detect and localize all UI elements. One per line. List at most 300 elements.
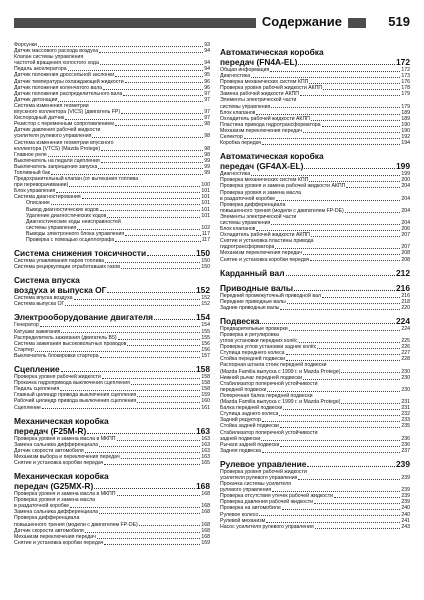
dot-leader xyxy=(101,162,203,163)
toc-entry[interactable] xyxy=(14,264,210,270)
toc-entry-page: 163 xyxy=(201,435,210,442)
section-page: 199 xyxy=(396,161,410,172)
dot-leader xyxy=(98,168,203,169)
toc-entry-title: Замена рабочей жидкости АКПП xyxy=(220,91,299,98)
section-heading[interactable] xyxy=(220,268,410,278)
section-title: Сцепление xyxy=(14,364,60,375)
toc-entry-title: Проверка уровня и замена масла в МКПП xyxy=(14,491,116,498)
toc-entry-page: 241 xyxy=(401,517,410,524)
toc-entry[interactable] xyxy=(14,405,210,411)
section-title: Рулевое управление xyxy=(220,458,307,469)
toc-entry-title: Диагностика xyxy=(220,171,251,178)
dot-leader xyxy=(137,402,200,403)
dot-leader xyxy=(147,255,195,256)
page-header xyxy=(14,10,410,36)
toc-entry-title: Генератор xyxy=(14,322,39,329)
section-heading[interactable] xyxy=(220,57,410,67)
toc-entry-page: 239 xyxy=(401,499,410,506)
page-number: 519 xyxy=(388,14,410,29)
dot-leader xyxy=(262,144,400,145)
toc-entry[interactable] xyxy=(14,301,210,307)
dot-leader xyxy=(287,303,401,304)
toc-entry-page: 168 xyxy=(201,491,210,498)
toc-entry-page: 97 xyxy=(204,96,210,103)
toc-entry[interactable] xyxy=(14,460,210,466)
dot-leader xyxy=(99,446,200,447)
dot-leader xyxy=(299,342,401,343)
toc-entry[interactable] xyxy=(220,305,410,311)
toc-entry-page: 97 xyxy=(204,115,210,122)
dot-leader xyxy=(118,339,201,340)
section-heading[interactable] xyxy=(220,459,410,469)
toc-entry-page: 230 xyxy=(401,368,410,375)
section-title-line: Автоматическая коробка xyxy=(220,151,324,162)
dot-leader xyxy=(311,120,400,121)
toc-entry-page: 99 xyxy=(204,169,210,176)
toc-entry-line: Диагностические коды неисправностей xyxy=(26,218,121,225)
dot-leader xyxy=(100,357,201,358)
dot-leader xyxy=(271,107,400,108)
dot-leader xyxy=(100,64,203,65)
toc-entry-title: Проверка уровня и замена рабочей жидкости АКПП xyxy=(220,183,346,190)
toc-entry-page: 160 xyxy=(201,398,210,405)
toc-entry-page: 94 xyxy=(204,60,210,67)
toc-entry-page: 102 xyxy=(201,224,210,231)
toc-entry-title: Стартер xyxy=(14,346,34,353)
toc-entry-page: 94 xyxy=(204,48,210,55)
toc-entry-page: 150 xyxy=(201,264,210,271)
section-heading[interactable] xyxy=(14,248,210,258)
toc-entry-page: 96 xyxy=(204,78,210,85)
toc-entry-page: 237 xyxy=(401,447,410,454)
dot-leader xyxy=(117,440,201,441)
toc-entry[interactable] xyxy=(220,140,410,146)
toc-entry-page: 101 xyxy=(201,206,210,213)
dot-leader xyxy=(262,452,400,453)
section-title: передач (G25MX-R) xyxy=(14,481,94,492)
toc-entry-page: 100 xyxy=(201,182,210,189)
toc-entry-page: 101 xyxy=(201,200,210,207)
dot-leader xyxy=(99,513,200,514)
dot-leader xyxy=(74,299,201,300)
toc-entry-page: 190 xyxy=(401,127,410,134)
dot-leader xyxy=(272,491,400,492)
toc-entry-title: Диагностика xyxy=(220,73,251,80)
dot-leader xyxy=(123,95,203,96)
section-page: 158 xyxy=(196,364,210,375)
toc-entry-title: Нижний рычаг передней подвески xyxy=(220,374,303,381)
toc-entry-title: Проверка уровня рабочей жидкости АКПП xyxy=(220,85,323,92)
dot-leader xyxy=(65,119,203,120)
toc-entry-page: 152 xyxy=(201,295,210,302)
toc-entry-title: Замена сальника дифференциала xyxy=(14,441,98,448)
toc-entry-page: 179 xyxy=(401,91,410,98)
dot-leader xyxy=(309,181,400,182)
dot-leader xyxy=(307,466,395,467)
toc-entry-title: Снятие и установка коробки передач xyxy=(220,256,310,263)
toc-entry-page: 117 xyxy=(201,230,210,237)
toc-entry-page: 216 xyxy=(401,292,410,299)
dot-leader xyxy=(303,132,401,133)
toc-entry-title: Рычаги задней подвески xyxy=(220,441,280,448)
toc-entry-page: 239 xyxy=(401,487,410,494)
toc-entry-page: 152 xyxy=(201,301,210,308)
section-title-line: Автоматическая коробка xyxy=(220,47,324,57)
toc-entry-page: 150 xyxy=(201,258,210,265)
toc-entry-title: Система впуска воздуха xyxy=(14,295,73,302)
toc-entry-page: 98 xyxy=(204,151,210,158)
dot-leader xyxy=(56,192,200,193)
toc-entry-title: Общая информация xyxy=(220,67,270,73)
toc-right-column xyxy=(220,42,410,530)
dot-leader xyxy=(256,114,400,115)
toc-entry-title: Датчик детонации xyxy=(14,96,58,103)
section-heading[interactable] xyxy=(220,161,410,171)
dot-leader xyxy=(298,64,395,65)
toc-entry-page: 165 xyxy=(201,459,210,466)
dot-leader xyxy=(275,248,400,249)
toc-entry-title: Задние приводные валы xyxy=(220,304,280,311)
dot-leader xyxy=(38,46,203,47)
toc-entry-page: 101 xyxy=(201,188,210,195)
toc-entry-title: Проверка с помощью осциллографа xyxy=(26,237,115,243)
section-heading[interactable] xyxy=(14,481,210,491)
dot-leader xyxy=(127,345,200,346)
toc-entry-line: Снятие и установка пластины привода xyxy=(220,238,314,245)
dot-leader xyxy=(115,125,203,126)
dot-leader xyxy=(40,326,201,327)
toc-entry-line: Система изменения геометрии xyxy=(14,102,89,109)
toc-entry-page: 218 xyxy=(401,298,410,305)
dot-leader xyxy=(115,241,200,242)
toc-entry-page: 98 xyxy=(204,121,210,128)
toc-entry-title: Ступица переднего колеса xyxy=(220,350,285,357)
toc-entry[interactable] xyxy=(220,257,410,263)
toc-entry-title: системы управления xyxy=(220,103,271,110)
toc-entry-title: Выключатель запрещения запуска xyxy=(14,163,98,170)
dot-leader xyxy=(85,532,201,533)
dot-leader xyxy=(341,372,400,373)
toc-entry-page: 208 xyxy=(401,256,410,263)
dot-leader xyxy=(280,427,400,428)
toc-entry-page: 93 xyxy=(204,42,210,48)
toc-entry-page: 158 xyxy=(201,374,210,381)
toc-entry-page: 96 xyxy=(204,84,210,91)
toc-entry-page: 163 xyxy=(201,441,210,448)
dot-leader xyxy=(280,309,400,310)
toc-entry-title: Снятие и установка коробки передач xyxy=(14,459,104,466)
toc-entry-title: Главный цилиндр привода выключения сцепления xyxy=(14,392,137,399)
toc-entry-title: Система рециркуляции отработавших газов xyxy=(14,264,120,271)
toc-entry-title: Педаль акселератора xyxy=(14,66,67,73)
section-page: 152 xyxy=(196,285,210,296)
section-page: 163 xyxy=(196,425,210,436)
toc-entry-page: 192 xyxy=(401,134,410,141)
dot-leader xyxy=(99,52,203,53)
dot-leader xyxy=(58,101,203,102)
dot-leader xyxy=(271,224,400,225)
toc-entry-title: Датчик температуры охлаждающей жидкости xyxy=(14,78,124,85)
dot-leader xyxy=(105,262,200,263)
section-heading[interactable] xyxy=(14,426,210,436)
section-title: передач (GF4AX-EL) xyxy=(220,161,304,172)
toc-entry-title: Механизм переключения передач xyxy=(220,127,302,134)
toc-entry-title: Механизм выбора и переключения передач xyxy=(14,453,120,460)
toc-entry-title: задней подвески xyxy=(220,435,261,442)
toc-entry-title: Датчик положения дроссельной заслонки xyxy=(14,72,115,79)
section-title: Система снижения токсичности xyxy=(14,248,147,259)
dot-leader xyxy=(69,186,200,187)
section-page: 239 xyxy=(396,458,410,469)
toc-entry-page: 97 xyxy=(204,90,210,97)
dot-leader xyxy=(261,440,400,441)
toc-entry-title: Проверка механических систем КПП xyxy=(220,177,309,184)
toc-entry-page: 235 xyxy=(401,423,410,430)
dot-leader xyxy=(103,89,203,90)
section-title: передач (F25M-R) xyxy=(14,425,87,436)
toc-entry-page: 240 xyxy=(401,505,410,512)
toc-entry-page: 230 xyxy=(401,386,410,393)
dot-leader xyxy=(61,332,200,333)
toc-entry-page: 95 xyxy=(204,72,210,79)
dot-leader xyxy=(131,384,200,385)
dot-leader xyxy=(346,187,400,188)
toc-entry-title: Кислородный датчик xyxy=(14,115,65,122)
toc-entry-title: усилителя рулевого управления xyxy=(14,133,92,140)
dot-leader xyxy=(303,379,400,380)
toc-entry-page: 163 xyxy=(201,447,210,454)
dot-leader xyxy=(85,452,201,453)
toc-entry-page: 98 xyxy=(204,145,210,152)
dot-leader xyxy=(121,458,201,459)
dot-leader xyxy=(276,200,400,201)
toc-entry-title: Пластина привода гидротрансформатора xyxy=(220,121,321,128)
toc-entry-title: Коробка передач xyxy=(220,140,262,147)
toc-entry-page: 101 xyxy=(201,194,210,201)
toc-entry-title: Ступица заднего колеса xyxy=(220,411,279,418)
toc-entry-page: 155 xyxy=(201,334,210,341)
toc-entry-title: коллектора (VTCS) (Mazda Protege) xyxy=(14,145,101,152)
toc-entry-title: Датчик скорости автомобиля xyxy=(14,527,84,534)
dot-leader xyxy=(304,168,395,169)
toc-entry-title: Охладитель рабочей жидкости АКПП xyxy=(220,232,310,239)
toc-entry-page: 156 xyxy=(201,340,210,347)
dot-leader xyxy=(341,403,400,404)
dot-leader xyxy=(289,330,401,331)
toc-entry-page: 204 xyxy=(401,219,410,226)
section-title: передач (FN4A-EL) xyxy=(220,57,298,67)
section-heading[interactable] xyxy=(220,283,410,293)
dot-leader xyxy=(70,507,200,508)
dot-leader xyxy=(117,495,201,496)
dot-leader xyxy=(260,323,395,324)
section-heading[interactable] xyxy=(14,312,210,322)
toc-entry-page: 157 xyxy=(201,352,210,359)
toc-entry-page: 233 xyxy=(401,417,410,424)
dot-leader xyxy=(322,297,400,298)
toc-entry[interactable] xyxy=(14,540,210,546)
toc-entry-title: Рулевое колесо xyxy=(220,511,259,518)
dot-leader xyxy=(286,360,400,361)
toc-entry-title: Проверка углов установки задних колёс xyxy=(220,344,317,351)
toc-entry-line: Элементы электрической части xyxy=(220,213,297,220)
toc-entry-title: Стойка задней подвески xyxy=(220,423,279,430)
dot-leader xyxy=(251,175,400,176)
toc-entry-line: Стабилизатор поперечной устойчивости xyxy=(220,380,318,387)
toc-entry-title: Блок клапанов xyxy=(220,226,256,233)
section-title: Приводные валы xyxy=(220,282,294,293)
toc-entry-title: (Mazda Familia выпуска с 1999 г. и Mazda Protege) xyxy=(220,399,341,406)
dot-leader xyxy=(282,509,401,510)
dot-leader xyxy=(121,268,200,269)
toc-entry-page: 168 xyxy=(201,527,210,534)
toc-entry-page: 189 xyxy=(401,109,410,116)
toc-entry-line: Элементы электрической части xyxy=(220,97,297,104)
toc-entry-line: Прокачка системы усилителя xyxy=(220,481,291,488)
toc-entry-title: Механизм переключения передач xyxy=(14,533,96,540)
section-page: 216 xyxy=(396,282,410,293)
dot-leader xyxy=(104,464,200,465)
toc-entry-page: 220 xyxy=(401,304,410,311)
toc-entry-title: при переворачивании) xyxy=(14,182,69,189)
dot-leader xyxy=(303,254,401,255)
section-heading[interactable] xyxy=(14,364,210,374)
toc-entry-page: 224 xyxy=(401,325,410,332)
dot-leader xyxy=(266,522,400,523)
dot-leader xyxy=(244,138,401,139)
toc-entry-title: Замена сальника дифференциала xyxy=(14,509,98,516)
dot-leader xyxy=(107,217,200,218)
toc-entry-line: Проверка уровня рабочей жидкости xyxy=(220,468,307,475)
toc-entry-line: Проверка дифференциала xyxy=(14,515,80,522)
toc-entry[interactable] xyxy=(14,353,210,359)
toc-entry-page: 172 xyxy=(401,67,410,73)
toc-entry-page: 230 xyxy=(401,374,410,381)
toc-entry-page: 200 xyxy=(401,177,410,184)
toc-entry-title: Выводы электронного блока управления xyxy=(26,230,125,237)
toc-entry-title: Балка передней подвески xyxy=(220,405,283,412)
toc-entry-page: 159 xyxy=(201,392,210,399)
toc-entry[interactable] xyxy=(220,524,410,530)
toc-entry-page: 158 xyxy=(201,380,210,387)
dot-leader xyxy=(286,275,396,276)
section-page: 172 xyxy=(396,57,410,67)
toc-entry-page: 239 xyxy=(401,493,410,500)
toc-entry-title: Форсунки xyxy=(14,42,37,48)
toc-entry-title: в раздаточной коробке xyxy=(220,195,276,202)
toc-entry-title: Снятие и установка коробки передач xyxy=(14,539,104,546)
toc-entry-page: 101 xyxy=(201,212,210,219)
toc-entry-line: Клапан системы управления xyxy=(14,54,84,61)
toc-entry-page: 168 xyxy=(201,521,210,528)
toc-entry-title: Стойка передней подвески xyxy=(220,356,285,363)
toc-entry-title: Описание xyxy=(26,200,50,207)
section-title-line: Система впуска xyxy=(14,275,80,286)
dot-leader xyxy=(315,528,401,529)
toc-entry-line: Распорная штанга стоек передней подвески xyxy=(220,362,327,369)
section-heading[interactable] xyxy=(14,285,210,295)
dot-leader xyxy=(280,446,400,447)
toc-entry-page: 161 xyxy=(201,404,210,411)
dot-leader xyxy=(323,89,400,90)
toc-entry-page: 156 xyxy=(201,346,210,353)
toc-entry-page: 178 xyxy=(401,85,410,92)
toc-entry-page: 94 xyxy=(204,66,210,73)
toc-entry-title: Резистор с переменным сопротивлением xyxy=(14,121,114,128)
page-title: Содержание xyxy=(256,12,348,32)
dot-leader xyxy=(51,174,203,175)
toc-entry-line: Стабилизатор поперечной устойчивости xyxy=(220,429,318,436)
section-page: 212 xyxy=(396,267,410,278)
toc-entry-title: повышенного трения (модели с двигателем FP-DE) xyxy=(14,521,138,528)
section-title-line: Механическая коробка xyxy=(14,471,109,482)
toc-entry-page: 231 xyxy=(401,399,410,406)
toc-entry-page: 155 xyxy=(201,328,210,335)
dot-leader xyxy=(100,210,201,211)
toc-entry-page: 99 xyxy=(204,163,210,170)
toc-entry-title: Система выпуска ОГ xyxy=(14,301,65,308)
toc-entry-title: усилителя рулевого управления xyxy=(220,474,298,481)
toc-entry-page: 208 xyxy=(401,250,410,257)
toc-entry-title: Топливный бак xyxy=(14,169,51,176)
dot-leader xyxy=(322,126,401,127)
toc-entry-page: 204 xyxy=(401,183,410,190)
toc-entry-title: Проверка уровня рабочей жидкости xyxy=(14,374,101,381)
toc-entry-title: Проверка уровня и замена масла в МКПП xyxy=(14,435,116,442)
toc-entry[interactable] xyxy=(14,237,210,243)
toc-entry-page: 97 xyxy=(204,109,210,116)
toc-entry-title: рулевого управления xyxy=(220,487,272,494)
toc-entry-page: 207 xyxy=(401,244,410,251)
toc-entry-page: 168 xyxy=(201,503,210,510)
toc-entry-page: 231 xyxy=(401,405,410,412)
dot-leader xyxy=(345,212,401,213)
toc-entry-page: 240 xyxy=(401,511,410,518)
toc-entry-page: 173 xyxy=(401,73,410,80)
toc-entry[interactable] xyxy=(220,448,410,454)
dot-leader xyxy=(77,229,200,230)
dot-leader xyxy=(60,390,200,391)
toc-entry-line: Система изменения геометрии впускного xyxy=(14,139,114,146)
section-page: 224 xyxy=(396,315,410,326)
dot-leader xyxy=(101,150,203,151)
toc-entry-line: Проверка дифференциала xyxy=(220,201,286,208)
toc-entry-title: впускного коллектора (VICS) (двигатель FP) xyxy=(14,109,121,116)
toc-entry-page: 98 xyxy=(204,133,210,140)
toc-entry-title: Датчик положения коленчатого вала xyxy=(14,84,102,91)
dot-leader xyxy=(104,544,200,545)
section-title: воздуха и выпуска ОГ xyxy=(14,285,107,296)
toc-entry-page: 228 xyxy=(401,356,410,363)
toc-entry-page: 168 xyxy=(201,509,210,516)
toc-entry-page: 199 xyxy=(401,171,410,178)
section-title: Электрооборудование двигателя xyxy=(14,312,154,323)
toc-entry-title: системы управления xyxy=(26,224,77,231)
toc-entry-title: Система зажигания высоковольтных проводов xyxy=(14,340,127,347)
section-heading[interactable] xyxy=(220,316,410,326)
toc-entry-title: Рулевой механизм xyxy=(220,517,266,524)
dot-leader xyxy=(48,156,203,157)
toc-entry-title: Прокачка гидропривода выключения сцепления xyxy=(14,380,130,387)
toc-entry-title: Сцепление xyxy=(14,404,41,411)
dot-leader xyxy=(102,378,201,379)
toc-entry-title: Предварительные проверки xyxy=(220,325,288,332)
dot-leader xyxy=(300,95,400,96)
toc-entry-page: 204 xyxy=(401,207,410,214)
dot-leader xyxy=(97,538,201,539)
toc-entry-page: 99 xyxy=(204,157,210,164)
dot-leader xyxy=(311,236,400,237)
